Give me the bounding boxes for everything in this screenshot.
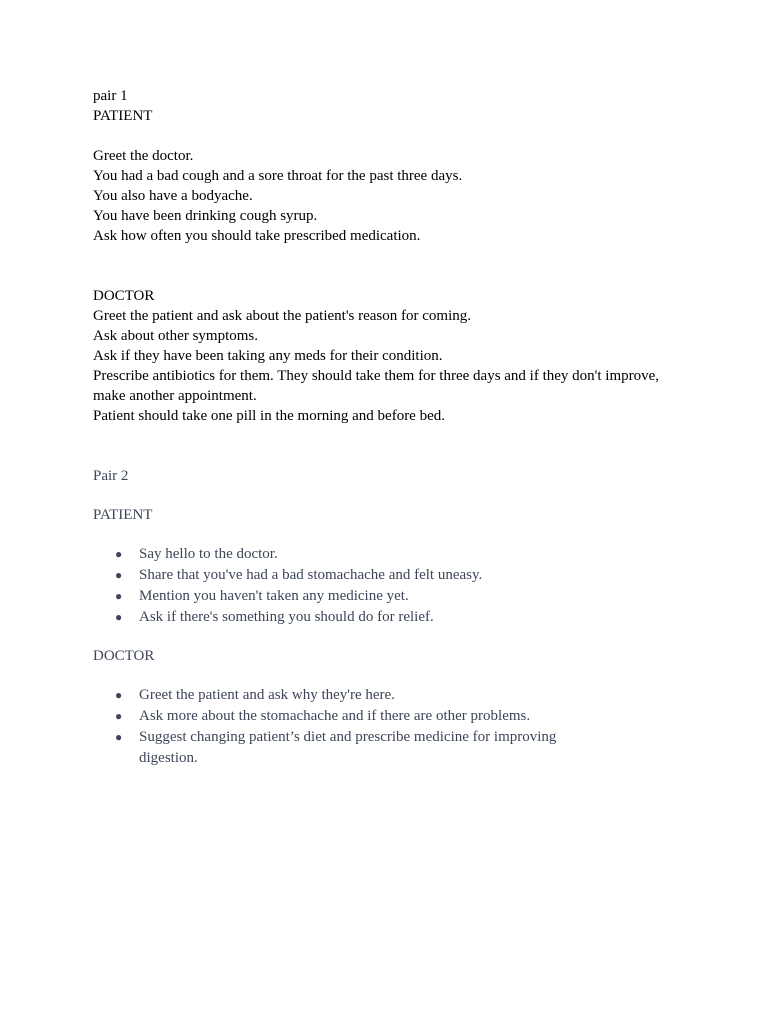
list-item-text: Say hello to the doctor. bbox=[139, 546, 278, 562]
list-item bbox=[93, 544, 673, 565]
pair1-doctor-heading: DOCTOR bbox=[93, 288, 155, 304]
pair2-patient-heading: PATIENT bbox=[93, 507, 153, 523]
list-item bbox=[93, 565, 673, 586]
pair1-doctor-line: Prescribe antibiotics for them. They should take them for three days and if they don't improve, make another appointment. bbox=[93, 368, 660, 404]
pair1-patient-line: Greet the doctor. bbox=[93, 148, 194, 164]
list-item bbox=[93, 607, 673, 628]
list-item-text: Ask if there's something you should do for relief. bbox=[139, 609, 434, 625]
bullet-icon: ● bbox=[115, 568, 123, 582]
pair1-doctor-line: Patient should take one pill in the morning and before bed. bbox=[93, 408, 446, 424]
pair1-section bbox=[93, 86, 673, 426]
bullet-icon: ● bbox=[115, 709, 123, 723]
pair2-section bbox=[93, 466, 673, 769]
bullet-icon: ● bbox=[115, 730, 123, 744]
list-item bbox=[93, 586, 673, 607]
list-item bbox=[93, 706, 673, 727]
bullet-icon: ● bbox=[115, 688, 123, 702]
pair1-patient-line: You have been drinking cough syrup. bbox=[93, 208, 318, 224]
list-item bbox=[93, 685, 673, 706]
list-item-text: Mention you haven't taken any medicine yet. bbox=[139, 588, 409, 604]
pair1-doctor-line: Ask about other symptoms. bbox=[93, 328, 258, 344]
pair1-title: pair 1 bbox=[93, 88, 128, 104]
pair2-doctor-list bbox=[93, 685, 673, 769]
pair1-doctor-line: Greet the patient and ask about the patient's reason for coming. bbox=[93, 308, 471, 324]
list-item-text: Suggest changing patient’s diet and prescribe medicine for improving digestion. bbox=[139, 729, 557, 766]
bullet-icon: ● bbox=[115, 547, 123, 561]
list-item-text: Greet the patient and ask why they're here. bbox=[139, 687, 395, 703]
pair2-title: Pair 2 bbox=[93, 468, 129, 484]
list-item bbox=[93, 727, 673, 769]
pair1-doctor-line: Ask if they have been taking any meds for their condition. bbox=[93, 348, 443, 364]
pair1-patient-line: You had a bad cough and a sore throat for the past three days. bbox=[93, 168, 463, 184]
document-page bbox=[93, 86, 673, 769]
pair1-patient-line: Ask how often you should take prescribed medication. bbox=[93, 228, 421, 244]
list-item-text: Ask more about the stomachache and if there are other problems. bbox=[139, 708, 531, 724]
bullet-icon: ● bbox=[115, 610, 123, 624]
pair2-doctor-heading: DOCTOR bbox=[93, 648, 155, 664]
pair2-patient-list bbox=[93, 544, 673, 628]
pair1-patient-heading: PATIENT bbox=[93, 108, 153, 124]
pair1-patient-line: You also have a bodyache. bbox=[93, 188, 253, 204]
list-item-text: Share that you've had a bad stomachache and felt uneasy. bbox=[139, 567, 483, 583]
bullet-icon: ● bbox=[115, 589, 123, 603]
